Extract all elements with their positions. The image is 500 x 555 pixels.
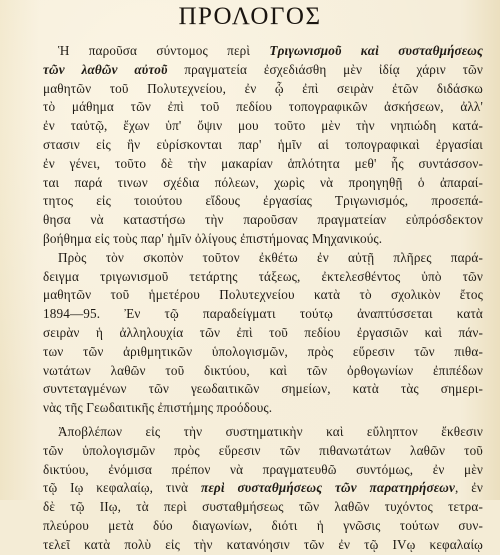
- emphasized-phrase: Τριγωνισμοῦ καὶ συσταθμήσεως: [269, 43, 483, 58]
- text-line: ἐν γένει, τοῦτο δὲ τὴν μακαρίαν ἁπλότητα μεθ' ἧς συντάσσον-: [43, 155, 483, 171]
- text-line: μαθητῶν τοῦ ἡμετέρου Πολυτεχνείου κατὰ τὸ σχολικὸν ἔτος: [43, 287, 483, 303]
- text-line: πλεύρου μετὰ δύο διαγωνίων, διότι ἡ γνῶσις τούτων συν-: [43, 517, 483, 533]
- text-line: [43, 479, 483, 498]
- text-line: τητος εἰς τοιούτου εἴδους ἐργασίας Τριγωνισμός, προσεπά-: [43, 193, 483, 209]
- text-line: [43, 42, 483, 61]
- text-line: Πρὸς τὸν σκοπὸν τοῦτον ἐκθέτω ἐν αὐτῇ πλῆρες παρά-: [58, 249, 483, 265]
- text-line: ται παρά τινων σχέδια πόλεων, χωρὶς νὰ προηγηθῇ ὁ ἀπαραί-: [43, 174, 483, 190]
- emphasized-phrase: τῶν λαθῶν αὐτοῦ: [43, 61, 168, 77]
- text-line: βοήθημα εἰς τοὺς παρ' ἡμῖν ὀλίγους ἐπιστήμονας Μηχανικούς.: [43, 230, 383, 246]
- text-line: στασιν εἰς ἣν εὑρίσκονται παρ' ἡμῖν αἱ τοπογραφικαὶ ἐργασίαι: [43, 136, 483, 152]
- text-line: ἐν ταὐτῷ, ἔχων ὑπ' ὄψιν μου τοῦτο μὲν τὴν νηπιώδη κατά-: [43, 118, 483, 134]
- text-line: Ἀποβλέπων εἰς τὴν συστηματικὴν καὶ εὔληπτον ἔκθεσιν: [58, 423, 483, 439]
- line-text: πραγματεία ἐσχεδιάσθη μὲν ἰδίᾳ χάριν τῶν: [167, 61, 483, 77]
- text-line: νὰς τῆς Γεωδαιτικῆς ἐπιστήμης προόδους.: [43, 400, 273, 416]
- text-line: μαθητῶν τοῦ Πολυτεχνείου, ἐν ᾧ ἐπὶ σειρὰν ἐτῶν διδάσκω: [43, 80, 483, 96]
- text-line: τὸ μάθημα τῶν ἐπὶ τοῦ πεδίου τοπογραφικῶν ἀσκήσεων, ἀλλ': [43, 99, 483, 115]
- text-line: δικτύου, ἐνόμισα πρέπον νὰ πραγματευθῶ συντόμως, ἐν μὲν: [43, 461, 483, 477]
- text-line: συντεταγμένων τῶν γεωδαιτικῶν σημείων, κατὰ τὰς σημερι-: [43, 381, 483, 397]
- text-line: σειρὰν ἡ ἀλληλουχία τῶν ἐπὶ τοῦ πεδίου ἐργασιῶν καὶ πάν-: [43, 324, 483, 340]
- text-line: θησα νὰ καταστήσω τὴν παροῦσαν πραγματείαν εὐπρόσδεκτον: [43, 212, 483, 228]
- line-text: , ἐν: [454, 480, 483, 496]
- emphasized-phrase: περὶ συσταθμήσεως τῶν παρατηρήσεων: [201, 480, 455, 496]
- text-line: [43, 61, 483, 80]
- page-title: ΠΡΟΛΟΓΟΣ: [178, 3, 322, 30]
- text-line: τελεῖ κατὰ πολὺ εἰς τὴν κατανόησιν τῶν ἐν τῷ ΙVῳ κεφαλαίῳ: [43, 536, 483, 552]
- line-text: Ἡ παροῦσα σύντομος περὶ: [58, 43, 270, 58]
- text-line: των τῶν ἀριθμητικῶν ὑπολογισμῶν, πρὸς εὕρεσιν τῶν πιθα-: [43, 343, 483, 359]
- text-body: [43, 42, 483, 555]
- text-line: δειγμα τριγωνισμοῦ τετάρτης τάξεως, ἐκτελεσθέντος ὑπὸ τῶν: [43, 268, 483, 284]
- text-line: 1894—95. Ἐν τῷ παραδείγματι τούτῳ ἀναπτύσσεται κατὰ: [43, 306, 483, 322]
- text-line: νωτάτων λαθῶν τοῦ δικτύου, καὶ τῶν ὀρθογωνίων ἐπιπέδων: [43, 362, 483, 378]
- text-line: τῶν ὑπολογισμῶν πρὸς εὕρεσιν τῶν πιθανωτάτων λαθῶν τοῦ: [43, 442, 483, 458]
- text-line: δὲ τῷ ΙΙῳ, τὰ περὶ συσταθμήσεως τῶν λαθῶν τυχόντος τετρα-: [43, 499, 483, 515]
- line-text: τῷ Ιῳ κεφαλαίῳ, τινὰ: [43, 480, 202, 496]
